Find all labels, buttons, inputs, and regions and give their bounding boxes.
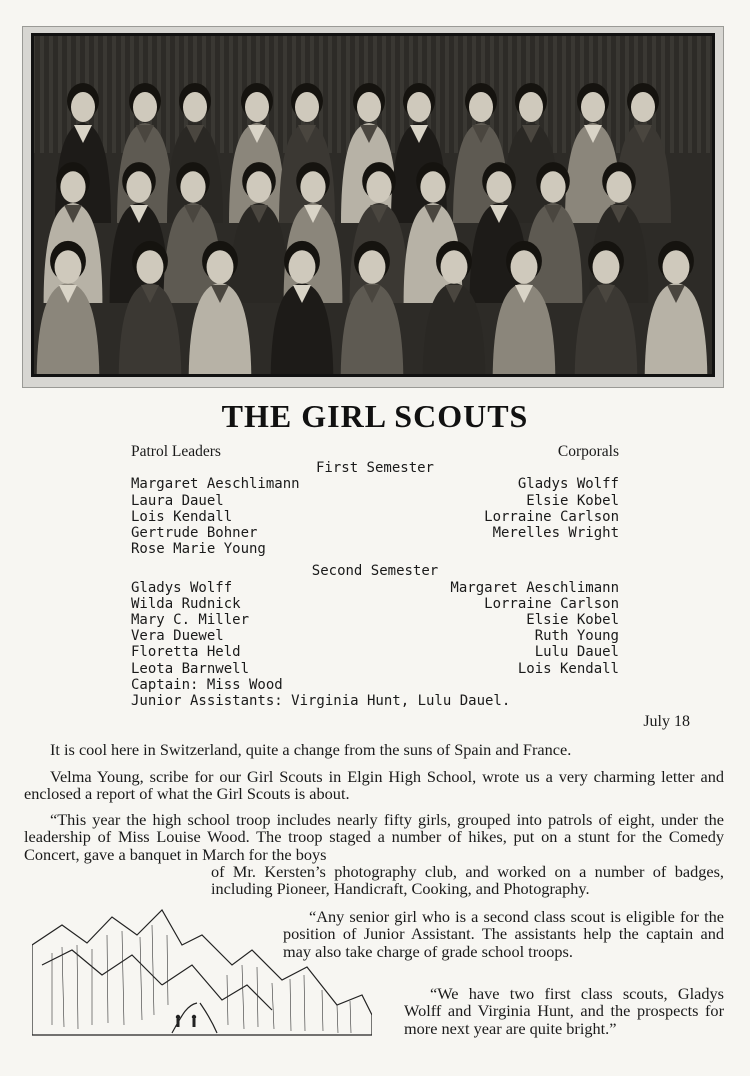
patrol-leader-name: Gladys Wolff xyxy=(131,579,233,596)
patrol-leader-name: Mary C. Miller xyxy=(131,612,250,629)
group-photo-image xyxy=(31,33,715,377)
second-semester-list xyxy=(131,580,619,677)
patrol-leader-name: Vera Duewel xyxy=(131,628,224,645)
mountain-illustration xyxy=(32,905,372,1045)
roster-column-headers xyxy=(131,444,619,460)
patrol-leader-name: Margaret Aeschlimann xyxy=(131,476,300,493)
group-photo xyxy=(31,33,715,377)
roster-row xyxy=(131,541,619,557)
patrol-leader-name: Lois Kendall xyxy=(131,508,233,525)
roster-row xyxy=(131,612,619,628)
patrol-leader-name: Laura Dauel xyxy=(131,492,224,509)
patrol-leader-name: Floretta Held xyxy=(131,644,241,661)
page-title: THE GIRL SCOUTS xyxy=(221,398,529,434)
paragraph-scribe: Velma Young, scribe for our Girl Scouts in Elgin High School, wrote us a very charming letter and enclosed a report of what the Girl Scouts is about. xyxy=(24,767,724,804)
roster-row xyxy=(131,509,619,525)
patrol-leaders-header: Patrol Leaders xyxy=(131,443,221,460)
paragraph-switzerland: It is cool here in Switzerland, quite a change from the suns of Spain and France. xyxy=(50,740,572,759)
mountain-drawing xyxy=(32,905,372,1045)
group-photo-frame xyxy=(22,26,724,388)
corporal-name: Lois Kendall xyxy=(517,660,619,677)
corporal-name: Elsie Kobel xyxy=(526,612,619,629)
roster-row xyxy=(131,596,619,612)
patrol-leader-name: Wilda Rudnick xyxy=(131,595,241,612)
corporal-name: Lorraine Carlson xyxy=(484,508,619,525)
paragraph-troop-continued: of Mr. Kersten’s photography club, and worked on a number of badges, including Pioneer, Handicraft, Cooking, and Photography. xyxy=(211,862,724,899)
corporal-name: Elsie Kobel xyxy=(526,492,619,509)
paragraph-first-class: “We have two first class scouts, Gladys Wolff and Virginia Hunt, and the prospects for more next year are quite bright.” xyxy=(404,984,724,1038)
corporal-name: Lulu Dauel xyxy=(534,644,619,661)
corporal-name: Ruth Young xyxy=(534,628,619,645)
roster-row xyxy=(131,493,619,509)
paragraph-troop: “This year the high school troop includes nearly fifty girls, grouped into patrols of eight, under the leadership of Miss Louise Wood. The troop staged a number of hikes, put on a stunt for the Comedy Concert, gave a banquet in March for the boys xyxy=(24,810,724,864)
patrol-leader-name: Rose Marie Young xyxy=(131,541,266,558)
paragraph-junior-assistant: “Any senior girl who is a second class scout is eligible for the position of Junior Assistant. The assistants help the captain and may also take charge of grade school troops. xyxy=(283,907,724,961)
roster xyxy=(131,444,619,709)
roster-row xyxy=(131,628,619,644)
corporal-name: Margaret Aeschlimann xyxy=(450,579,619,596)
patrol-leader-name: Gertrude Bohner xyxy=(131,525,258,542)
corporal-name: Merelles Wright xyxy=(492,525,619,542)
corporal-name: Gladys Wolff xyxy=(517,476,619,493)
corporals-header: Corporals xyxy=(557,443,619,460)
letter-date: July 18 xyxy=(643,713,690,730)
second-semester-label: Second Semester xyxy=(311,563,439,580)
patrol-leader-name: Leota Barnwell xyxy=(131,660,250,677)
captain-line: Captain: Miss Wood xyxy=(131,676,283,693)
roster-row xyxy=(131,661,619,677)
roster-row xyxy=(131,580,619,596)
roster-row xyxy=(131,644,619,660)
first-semester-label: First Semester xyxy=(315,460,434,477)
roster-row xyxy=(131,525,619,541)
corporal-name: Lorraine Carlson xyxy=(484,595,619,612)
roster-row xyxy=(131,476,619,492)
first-semester-list xyxy=(131,476,619,557)
junior-assistants-line: Junior Assistants: Virginia Hunt, Lulu Dauel. xyxy=(131,693,511,710)
